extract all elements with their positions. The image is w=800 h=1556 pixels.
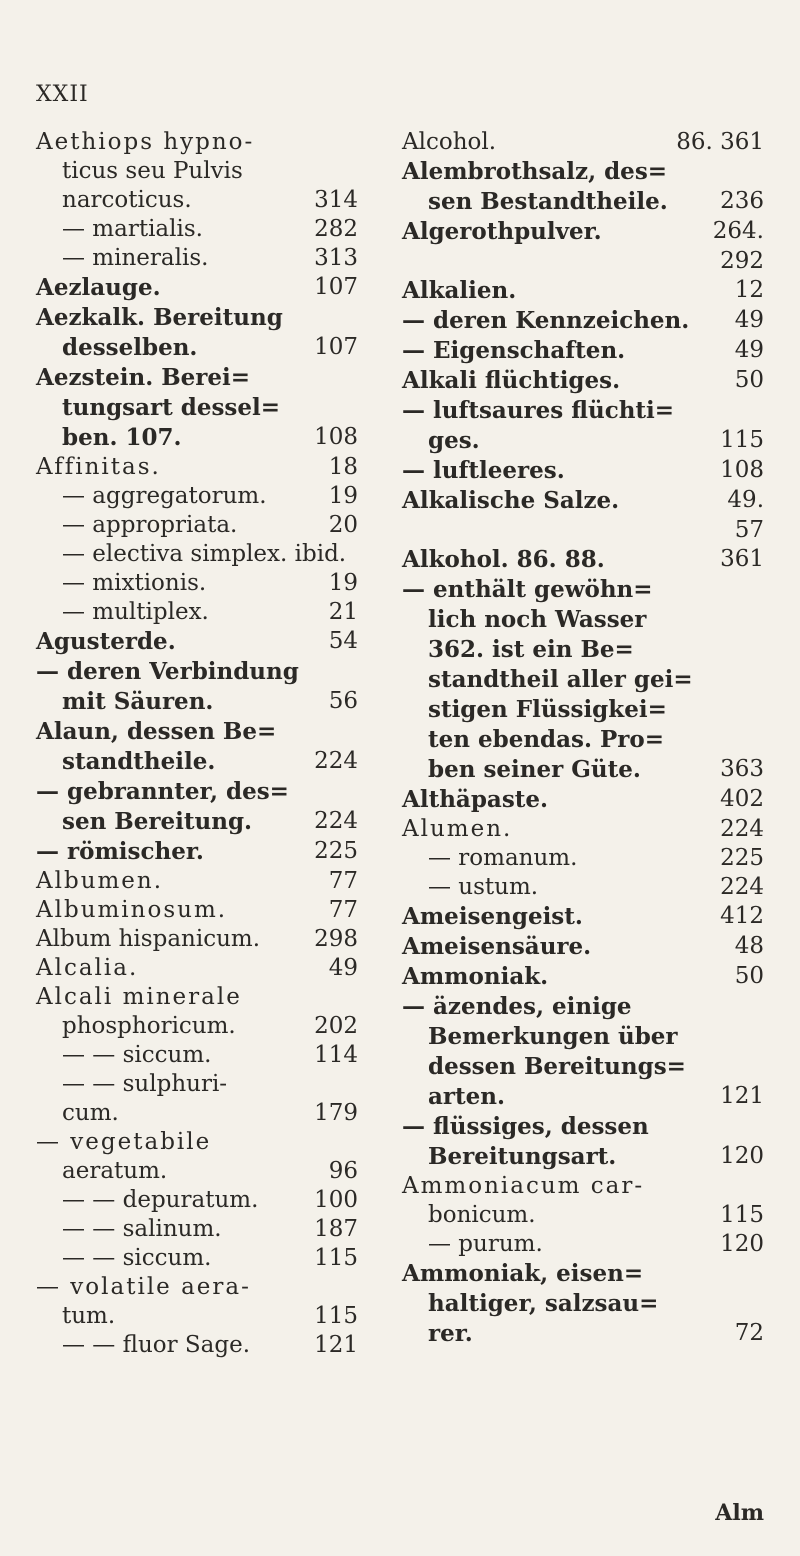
index-entry xyxy=(36,1331,358,1360)
entry-page: 120 xyxy=(720,1143,764,1169)
index-entry xyxy=(402,306,764,336)
entry-page: 108 xyxy=(720,457,764,483)
entry-term: Albumen. xyxy=(36,868,164,894)
entry-term: 362. ist ein Be= xyxy=(428,636,634,663)
index-entry xyxy=(36,777,358,807)
entry-page: 49 xyxy=(734,337,764,363)
entry-page: 224 xyxy=(720,816,764,842)
index-entry xyxy=(402,516,764,545)
entry-term: tungsart dessel= xyxy=(62,394,281,421)
entry-page: 361 xyxy=(720,546,764,572)
entry-page: 54 xyxy=(328,628,358,654)
entry-term: cum. xyxy=(62,1100,119,1126)
index-entry xyxy=(36,1215,358,1244)
entry-term: — Eigenschaften. xyxy=(402,337,626,364)
index-entry xyxy=(36,954,358,983)
index-entry xyxy=(36,363,358,393)
entry-term: — martialis. xyxy=(62,216,203,242)
entry-term: tum. xyxy=(62,1303,116,1329)
index-entry xyxy=(36,1302,358,1331)
index-entry xyxy=(402,217,764,247)
entry-page: 49. xyxy=(727,487,764,513)
entry-term: Ammoniacum car- xyxy=(402,1173,645,1199)
entry-term: ben. 107. xyxy=(62,424,182,451)
index-entry xyxy=(402,247,764,276)
index-entry xyxy=(36,867,358,896)
entry-page: 187 xyxy=(314,1216,358,1242)
index-entry xyxy=(402,605,764,635)
entry-term: Ameisengeist. xyxy=(402,903,583,930)
entry-term: haltiger, salzsau= xyxy=(428,1290,659,1317)
index-entry xyxy=(402,785,764,815)
catchword: Alm xyxy=(715,1500,764,1526)
entry-page: 20 xyxy=(328,512,358,538)
entry-term: — — sulphuri- xyxy=(62,1071,228,1097)
entry-page: 77 xyxy=(328,868,358,894)
entry-term: Bemerkungen über xyxy=(428,1023,678,1050)
entry-term: ges. xyxy=(428,427,480,454)
index-entry xyxy=(402,187,764,217)
entry-page: 282 xyxy=(314,216,358,242)
index-entry xyxy=(402,1289,764,1319)
index-entry xyxy=(402,873,764,902)
index-entry xyxy=(402,486,764,516)
entry-term: Aezkalk. Bereitung xyxy=(36,304,283,331)
entry-term: sen Bereitung. xyxy=(62,808,253,835)
entry-term: Alcali minerale xyxy=(36,984,242,1010)
entry-page: 21 xyxy=(328,599,358,625)
index-entry xyxy=(36,569,358,598)
entry-page: 224 xyxy=(314,748,358,774)
entry-page: 19 xyxy=(328,483,358,509)
entry-term: Alcohol. xyxy=(402,129,497,155)
entry-page: 115 xyxy=(314,1245,358,1271)
index-entry xyxy=(402,1172,764,1201)
index-entry xyxy=(402,1142,764,1172)
entry-term: Album hispanicum. xyxy=(36,926,261,952)
entry-page: 49 xyxy=(734,307,764,333)
index-entry xyxy=(36,983,358,1012)
entry-term: — ustum. xyxy=(428,874,539,900)
entry-term: — luftleeres. xyxy=(402,457,565,484)
entry-page: 48 xyxy=(734,933,764,959)
index-entry xyxy=(402,1259,764,1289)
entry-page: 100 xyxy=(314,1187,358,1213)
entry-term: aeratum. xyxy=(62,1158,168,1184)
entry-term: — — fluor Sage. xyxy=(62,1332,251,1358)
entry-page: 298 xyxy=(314,926,358,952)
entry-page: 120 xyxy=(720,1231,764,1257)
entry-page: 18 xyxy=(328,454,358,480)
entry-term: — romanum. xyxy=(428,845,578,871)
entry-term: Affinitas. xyxy=(36,454,161,480)
entry-page: 202 xyxy=(314,1013,358,1039)
entry-term: — vegetabile xyxy=(36,1129,212,1155)
entry-page: 19 xyxy=(328,570,358,596)
entry-term: Albuminosum. xyxy=(36,897,228,923)
index-entry xyxy=(36,1012,358,1041)
entry-term: — römischer. xyxy=(36,838,204,865)
index-entry xyxy=(36,627,358,657)
entry-page: 292 xyxy=(720,248,764,274)
entry-term: Alumen. xyxy=(402,816,513,842)
index-column-left xyxy=(36,128,358,1360)
index-entry xyxy=(36,333,358,363)
index-entry xyxy=(36,896,358,925)
index-entry xyxy=(36,687,358,717)
entry-page: 12 xyxy=(734,277,764,303)
entry-term: mit Säuren. xyxy=(62,688,214,715)
index-entry xyxy=(402,276,764,306)
entry-page: 57 xyxy=(734,517,764,543)
entry-page: 50 xyxy=(734,367,764,393)
index-entry xyxy=(402,695,764,725)
entry-term: Alaun, dessen Be= xyxy=(36,718,277,745)
entry-page: 108 xyxy=(314,424,358,450)
index-entry xyxy=(402,902,764,932)
entry-term: — multiplex. xyxy=(62,599,209,625)
entry-term: Alkali flüchtiges. xyxy=(402,367,621,394)
entry-term: Alkalische Salze. xyxy=(402,487,620,514)
entry-term: Alkohol. 86. 88. xyxy=(402,546,605,573)
entry-page: 412 xyxy=(720,903,764,929)
entry-term: Ammoniak, eisen= xyxy=(402,1260,644,1287)
index-entry xyxy=(36,215,358,244)
entry-term: desselben. xyxy=(62,334,198,361)
index-entry xyxy=(36,393,358,423)
entry-page: 115 xyxy=(720,427,764,453)
index-entry xyxy=(402,962,764,992)
index-entry xyxy=(36,1186,358,1215)
index-entry xyxy=(402,456,764,486)
index-entry xyxy=(36,1070,358,1099)
entry-term: — — depuratum. xyxy=(62,1187,259,1213)
index-entry xyxy=(402,1112,764,1142)
index-entry xyxy=(36,1128,358,1157)
entry-term: phosphoricum. xyxy=(62,1013,236,1039)
entry-page: 96 xyxy=(328,1158,358,1184)
index-entry xyxy=(36,837,358,867)
entry-term: arten. xyxy=(428,1083,506,1110)
index-entry xyxy=(36,273,358,303)
entry-page: 115 xyxy=(720,1202,764,1228)
entry-page: 313 xyxy=(314,245,358,271)
index-entry xyxy=(36,925,358,954)
entry-term: — — salinum. xyxy=(62,1216,222,1242)
index-entry xyxy=(36,1244,358,1273)
entry-page: 314 xyxy=(314,187,358,213)
index-entry xyxy=(402,755,764,785)
index-entry xyxy=(402,157,764,187)
entry-page: 115 xyxy=(314,1303,358,1329)
index-entry xyxy=(36,657,358,687)
index-entry xyxy=(402,725,764,755)
entry-term: lich noch Wasser xyxy=(428,606,647,633)
index-column-right xyxy=(402,128,764,1349)
entry-page: 121 xyxy=(720,1083,764,1109)
entry-page: 107 xyxy=(314,334,358,360)
entry-page: 402 xyxy=(720,786,764,812)
index-entry xyxy=(36,511,358,540)
entry-term: — äzendes, einige xyxy=(402,993,632,1020)
entry-term: ten ebendas. Pro= xyxy=(428,726,665,753)
entry-term: Ameisensäure. xyxy=(402,933,592,960)
entry-term: standtheil aller gei= xyxy=(428,666,693,693)
index-entry xyxy=(36,244,358,273)
entry-page: 72 xyxy=(734,1320,764,1346)
entry-page: 56 xyxy=(328,688,358,714)
entry-page: 114 xyxy=(314,1042,358,1068)
entry-term: Aezstein. Berei= xyxy=(36,364,251,391)
entry-page: 107 xyxy=(314,274,358,300)
entry-term: — — siccum. xyxy=(62,1042,212,1068)
entry-term: Aethiops hypno- xyxy=(36,129,255,155)
entry-term: — — siccum. xyxy=(62,1245,212,1271)
index-entry xyxy=(402,844,764,873)
entry-term: narcoticus. xyxy=(62,187,192,213)
entry-page: 224 xyxy=(720,874,764,900)
index-entry xyxy=(402,1319,764,1349)
entry-term: — purum. xyxy=(428,1231,543,1257)
entry-term: — luftsaures flüchti= xyxy=(402,397,675,424)
index-entry xyxy=(36,157,358,186)
index-entry xyxy=(402,396,764,426)
entry-term: Agusterde. xyxy=(36,628,176,655)
index-entry xyxy=(402,665,764,695)
index-entry xyxy=(36,453,358,482)
index-entry xyxy=(402,545,764,575)
entry-term: — mixtionis. xyxy=(62,570,207,596)
entry-page: 50 xyxy=(734,963,764,989)
index-entry xyxy=(36,1099,358,1128)
index-entry xyxy=(402,1082,764,1112)
index-entry xyxy=(402,1230,764,1259)
entry-term: ben seiner Güte. xyxy=(428,756,641,783)
entry-term: rer. xyxy=(428,1320,473,1347)
index-entry xyxy=(402,815,764,844)
entry-term: — gebrannter, des= xyxy=(36,778,289,805)
index-entry xyxy=(402,1201,764,1230)
index-entry xyxy=(402,1052,764,1082)
entry-term: — flüssiges, dessen xyxy=(402,1113,649,1140)
entry-term: stigen Flüssigkei= xyxy=(428,696,667,723)
index-entry xyxy=(402,992,764,1022)
entry-page: 225 xyxy=(314,838,358,864)
index-entry xyxy=(402,128,764,157)
index-entry xyxy=(36,540,358,569)
index-entry xyxy=(402,575,764,605)
index-entry xyxy=(36,807,358,837)
index-entry xyxy=(36,423,358,453)
index-entry xyxy=(402,635,764,665)
entry-term: standtheile. xyxy=(62,748,216,775)
index-entry xyxy=(402,336,764,366)
entry-term: — appropriata. xyxy=(62,512,238,538)
index-entry xyxy=(36,747,358,777)
entry-term: sen Bestandtheile. xyxy=(428,188,668,215)
entry-page: 264. xyxy=(712,218,764,244)
entry-term: Alembrothsalz, des= xyxy=(402,158,668,185)
entry-term: — aggregatorum. xyxy=(62,483,267,509)
entry-term: — electiva simplex. ibid. xyxy=(62,541,347,567)
entry-page: 77 xyxy=(328,897,358,923)
entry-term: — volatile aera- xyxy=(36,1274,251,1300)
index-entry xyxy=(36,598,358,627)
entry-term: Alkalien. xyxy=(402,277,517,304)
index-entry xyxy=(36,1157,358,1186)
index-entry xyxy=(402,366,764,396)
index-entry xyxy=(36,717,358,747)
entry-term: — mineralis. xyxy=(62,245,209,271)
page-folio: XXII xyxy=(36,82,89,107)
index-entry xyxy=(402,426,764,456)
entry-page: 49 xyxy=(328,955,358,981)
entry-page: 86. 361 xyxy=(676,129,764,155)
index-entry xyxy=(36,482,358,511)
index-entry xyxy=(36,1273,358,1302)
entry-page: 179 xyxy=(314,1100,358,1126)
entry-term: Alcalia. xyxy=(36,955,139,981)
entry-term: dessen Bereitungs= xyxy=(428,1053,686,1080)
entry-term: — deren Kennzeichen. xyxy=(402,307,690,334)
index-entry xyxy=(402,1022,764,1052)
index-entry xyxy=(36,303,358,333)
entry-term: — deren Verbindung xyxy=(36,658,299,685)
entry-term: — enthält gewöhn= xyxy=(402,576,653,603)
entry-page: 224 xyxy=(314,808,358,834)
entry-term: Algerothpulver. xyxy=(402,218,602,245)
index-entry xyxy=(36,186,358,215)
entry-term: ticus seu Pulvis xyxy=(62,158,243,184)
entry-page: 225 xyxy=(720,845,764,871)
entry-page: 236 xyxy=(720,188,764,214)
entry-term: Ammoniak. xyxy=(402,963,549,990)
entry-page: 121 xyxy=(314,1332,358,1358)
entry-page: 363 xyxy=(720,756,764,782)
entry-term: Bereitungsart. xyxy=(428,1143,617,1170)
index-entry xyxy=(36,128,358,157)
entry-term: bonicum. xyxy=(428,1202,536,1228)
index-entry xyxy=(36,1041,358,1070)
entry-term: Aezlauge. xyxy=(36,274,161,301)
index-entry xyxy=(402,932,764,962)
entry-term: Althäpaste. xyxy=(402,786,549,813)
